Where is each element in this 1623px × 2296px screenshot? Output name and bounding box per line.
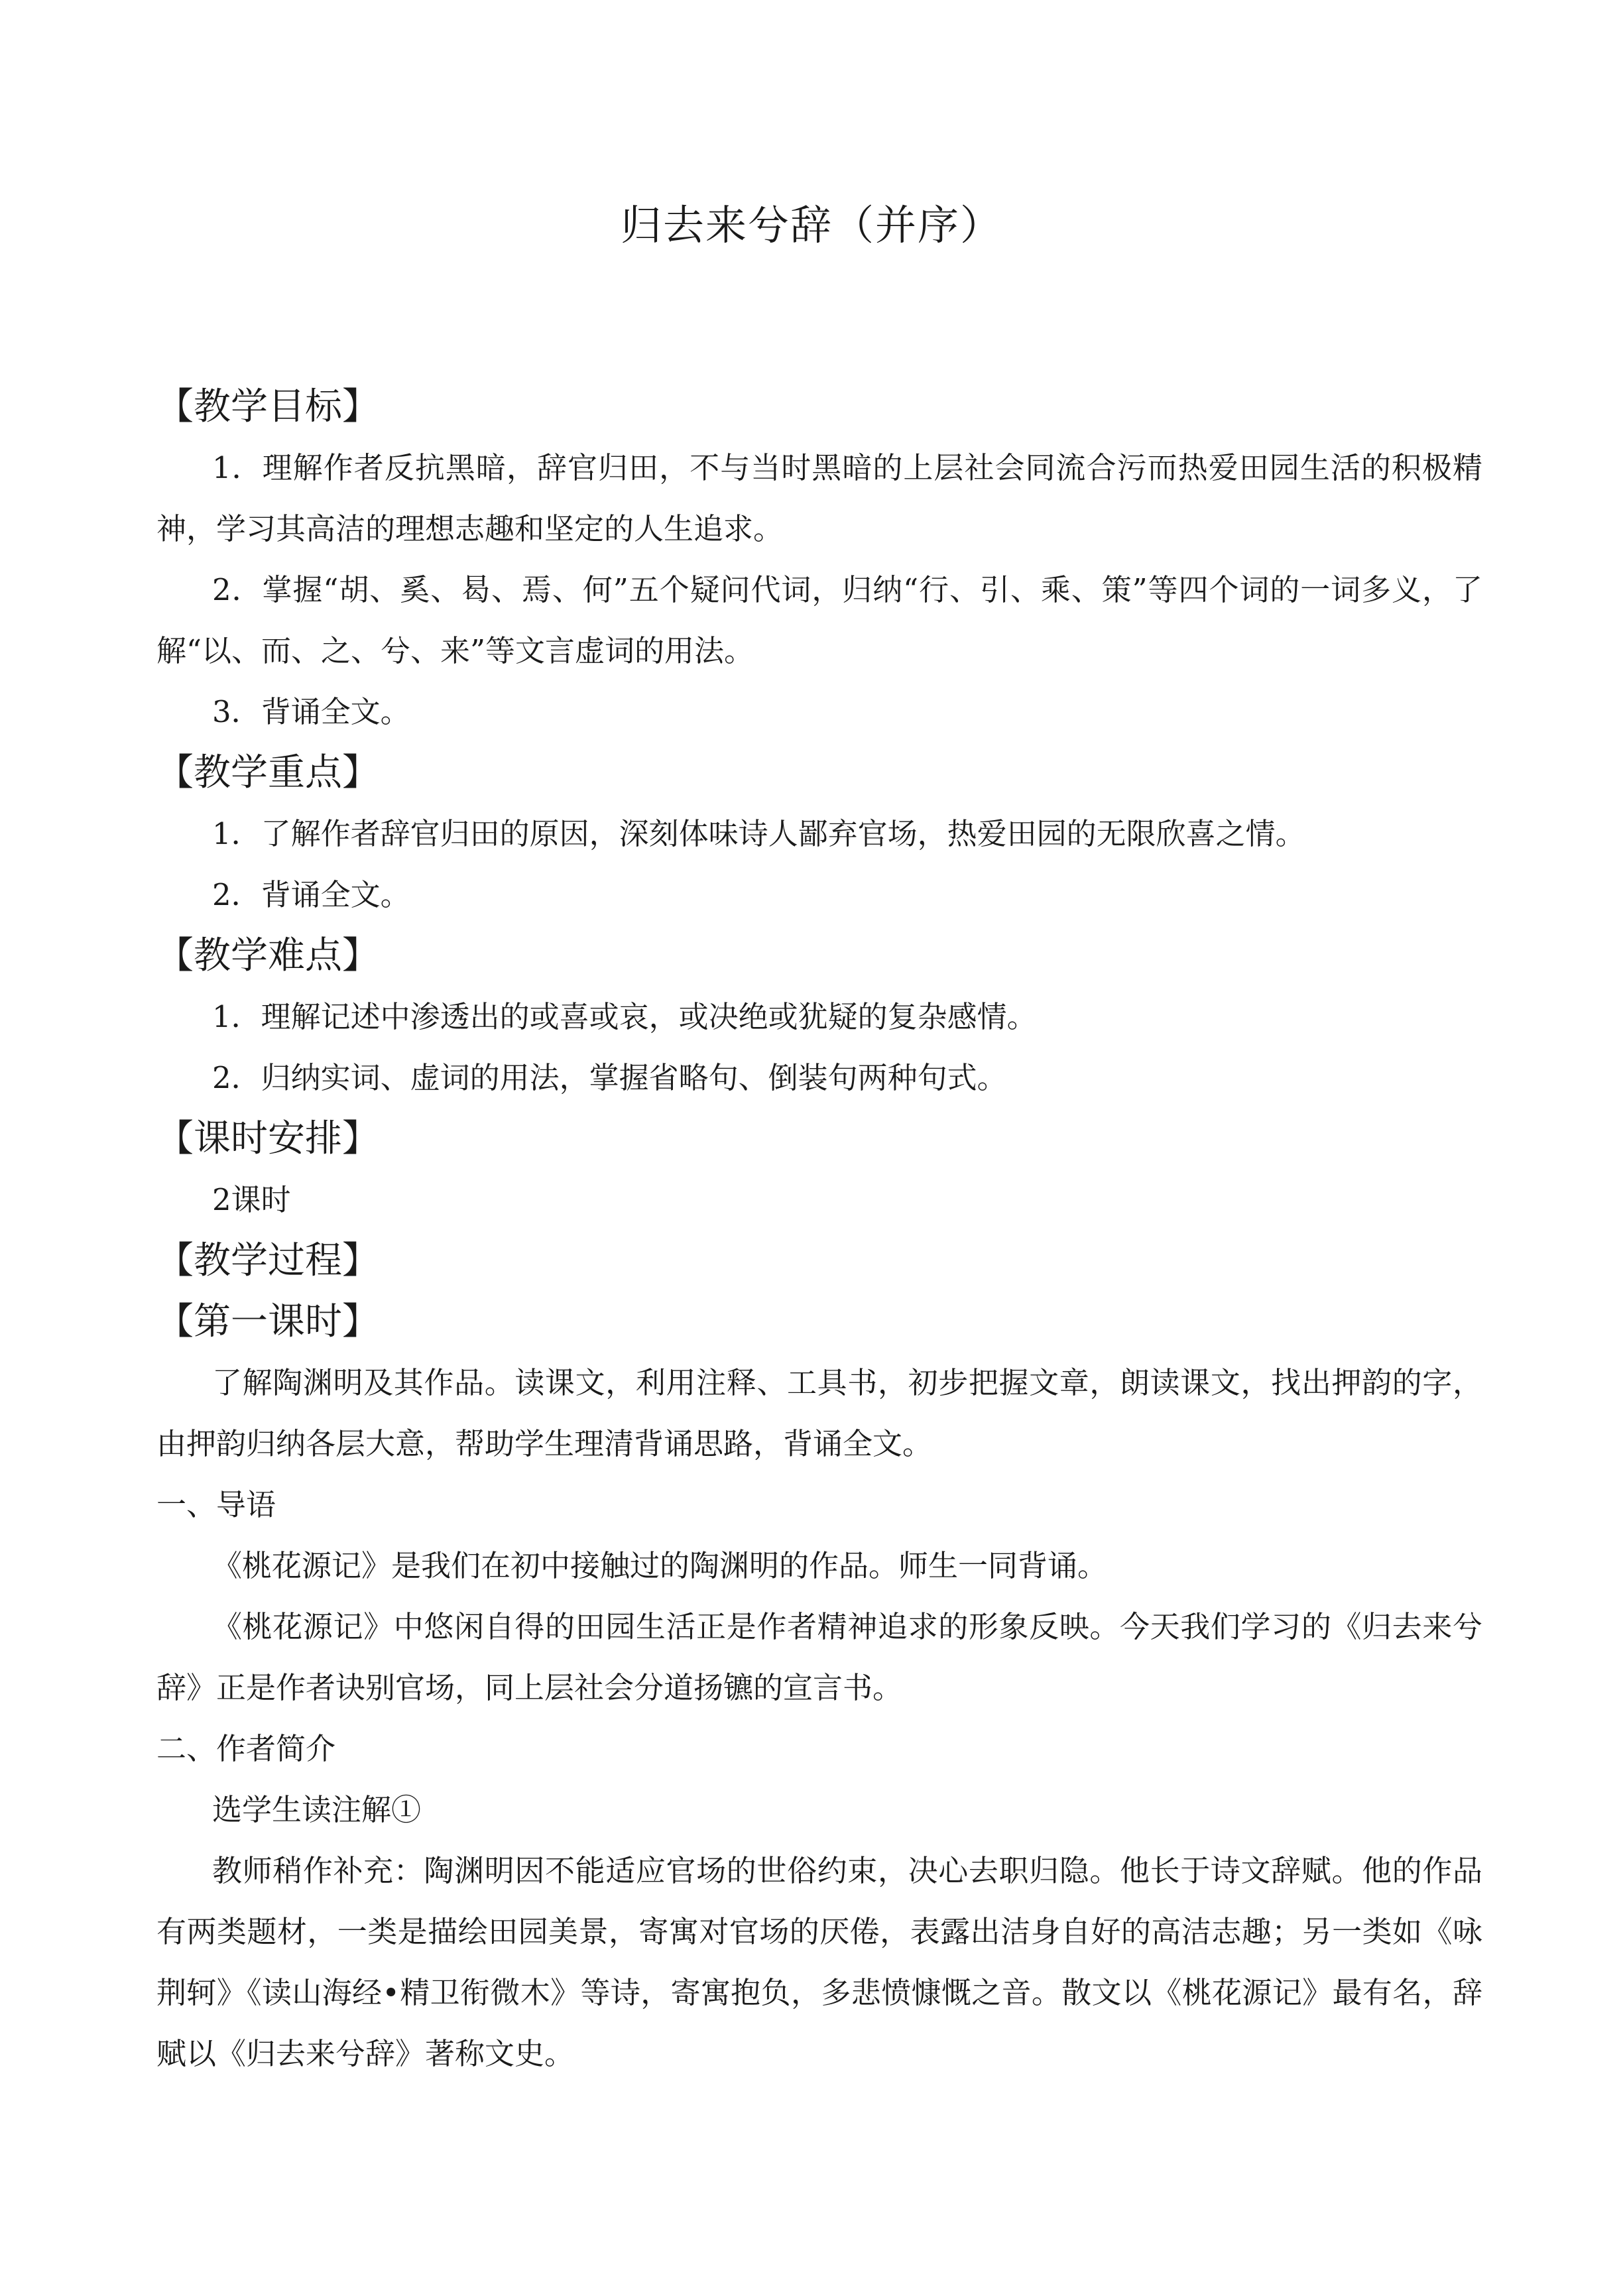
difficulty-item-1: 1．理解记述中渗透出的或喜或哀，或决绝或犹疑的复杂感情。	[212, 999, 1037, 1034]
author-paragraph-2: 教师稍作补充：陶渊明因不能适应官场的世俗约束，决心去职归隐。他长于诗文辞赋。他的作品有两类题材，一类是描绘田园美景，寄寓对官场的厌倦，表露出洁身自好的高洁志趣；另一类如《咏荆轲》《读山海经•精卫衔微木》等诗，寄寓抱负，多悲愤慷慨之音。散文以《桃花源记》最有名，辞赋以《归去来兮辞》著称文史。	[156, 1853, 1482, 2071]
section-intro-label: 一、导语	[156, 1487, 276, 1522]
section-author-label: 二、作者简介	[156, 1731, 336, 1766]
heading-key-points: 【教学重点】	[156, 751, 379, 794]
document-body	[156, 377, 1482, 2085]
document-title: 归去来兮辞（并序）	[620, 201, 1002, 249]
heading-process: 【教学过程】	[156, 1239, 379, 1282]
intro-paragraph-1: 《桃花源记》是我们在初中接触过的陶渊明的作品。师生一同背诵。	[212, 1548, 1108, 1583]
heading-objectives: 【教学目标】	[156, 385, 379, 428]
heading-schedule: 【课时安排】	[156, 1117, 379, 1160]
intro-paragraph-2: 《桃花源记》中悠闲自得的田园生活正是作者精神追求的形象反映。今天我们学习的《归去来兮辞》正是作者诀别官场，同上层社会分道扬镳的宣言书。	[156, 1609, 1482, 1705]
heading-lesson-1: 【第一课时】	[156, 1300, 379, 1343]
objective-item-1: 1．理解作者反抗黑暗，辞官归田，不与当时黑暗的上层社会同流合污而热爱田园生活的积极精神，学习其高洁的理想志趣和坚定的人生追求。	[156, 450, 1482, 546]
objective-item-3: 3．背诵全文。	[212, 694, 410, 729]
lesson-1-intro: 了解陶渊明及其作品。读课文，利用注释、工具书，初步把握文章，朗读课文，找出押韵的字，由押韵归纳各层大意，帮助学生理清背诵思路，背诵全文。	[156, 1365, 1482, 1461]
key-point-item-1: 1．了解作者辞官归田的原因，深刻体味诗人鄙弃官场，热爱田园的无限欣喜之情。	[212, 816, 1305, 851]
schedule-text: 2课时	[212, 1182, 291, 1217]
key-point-item-2: 2．背诵全文。	[212, 877, 410, 912]
difficulty-item-2: 2．归纳实词、虚词的用法，掌握省略句、倒装句两种句式。	[212, 1060, 1007, 1095]
author-paragraph-1: 选学生读注解①	[212, 1792, 422, 1827]
heading-difficulties: 【教学难点】	[156, 934, 379, 977]
objective-item-2: 2．掌握“胡、奚、曷、焉、何”五个疑问代词，归纳“行、引、乘、策”等四个词的一词多义，了解“以、而、之、兮、来”等文言虚词的用法。	[156, 572, 1482, 668]
